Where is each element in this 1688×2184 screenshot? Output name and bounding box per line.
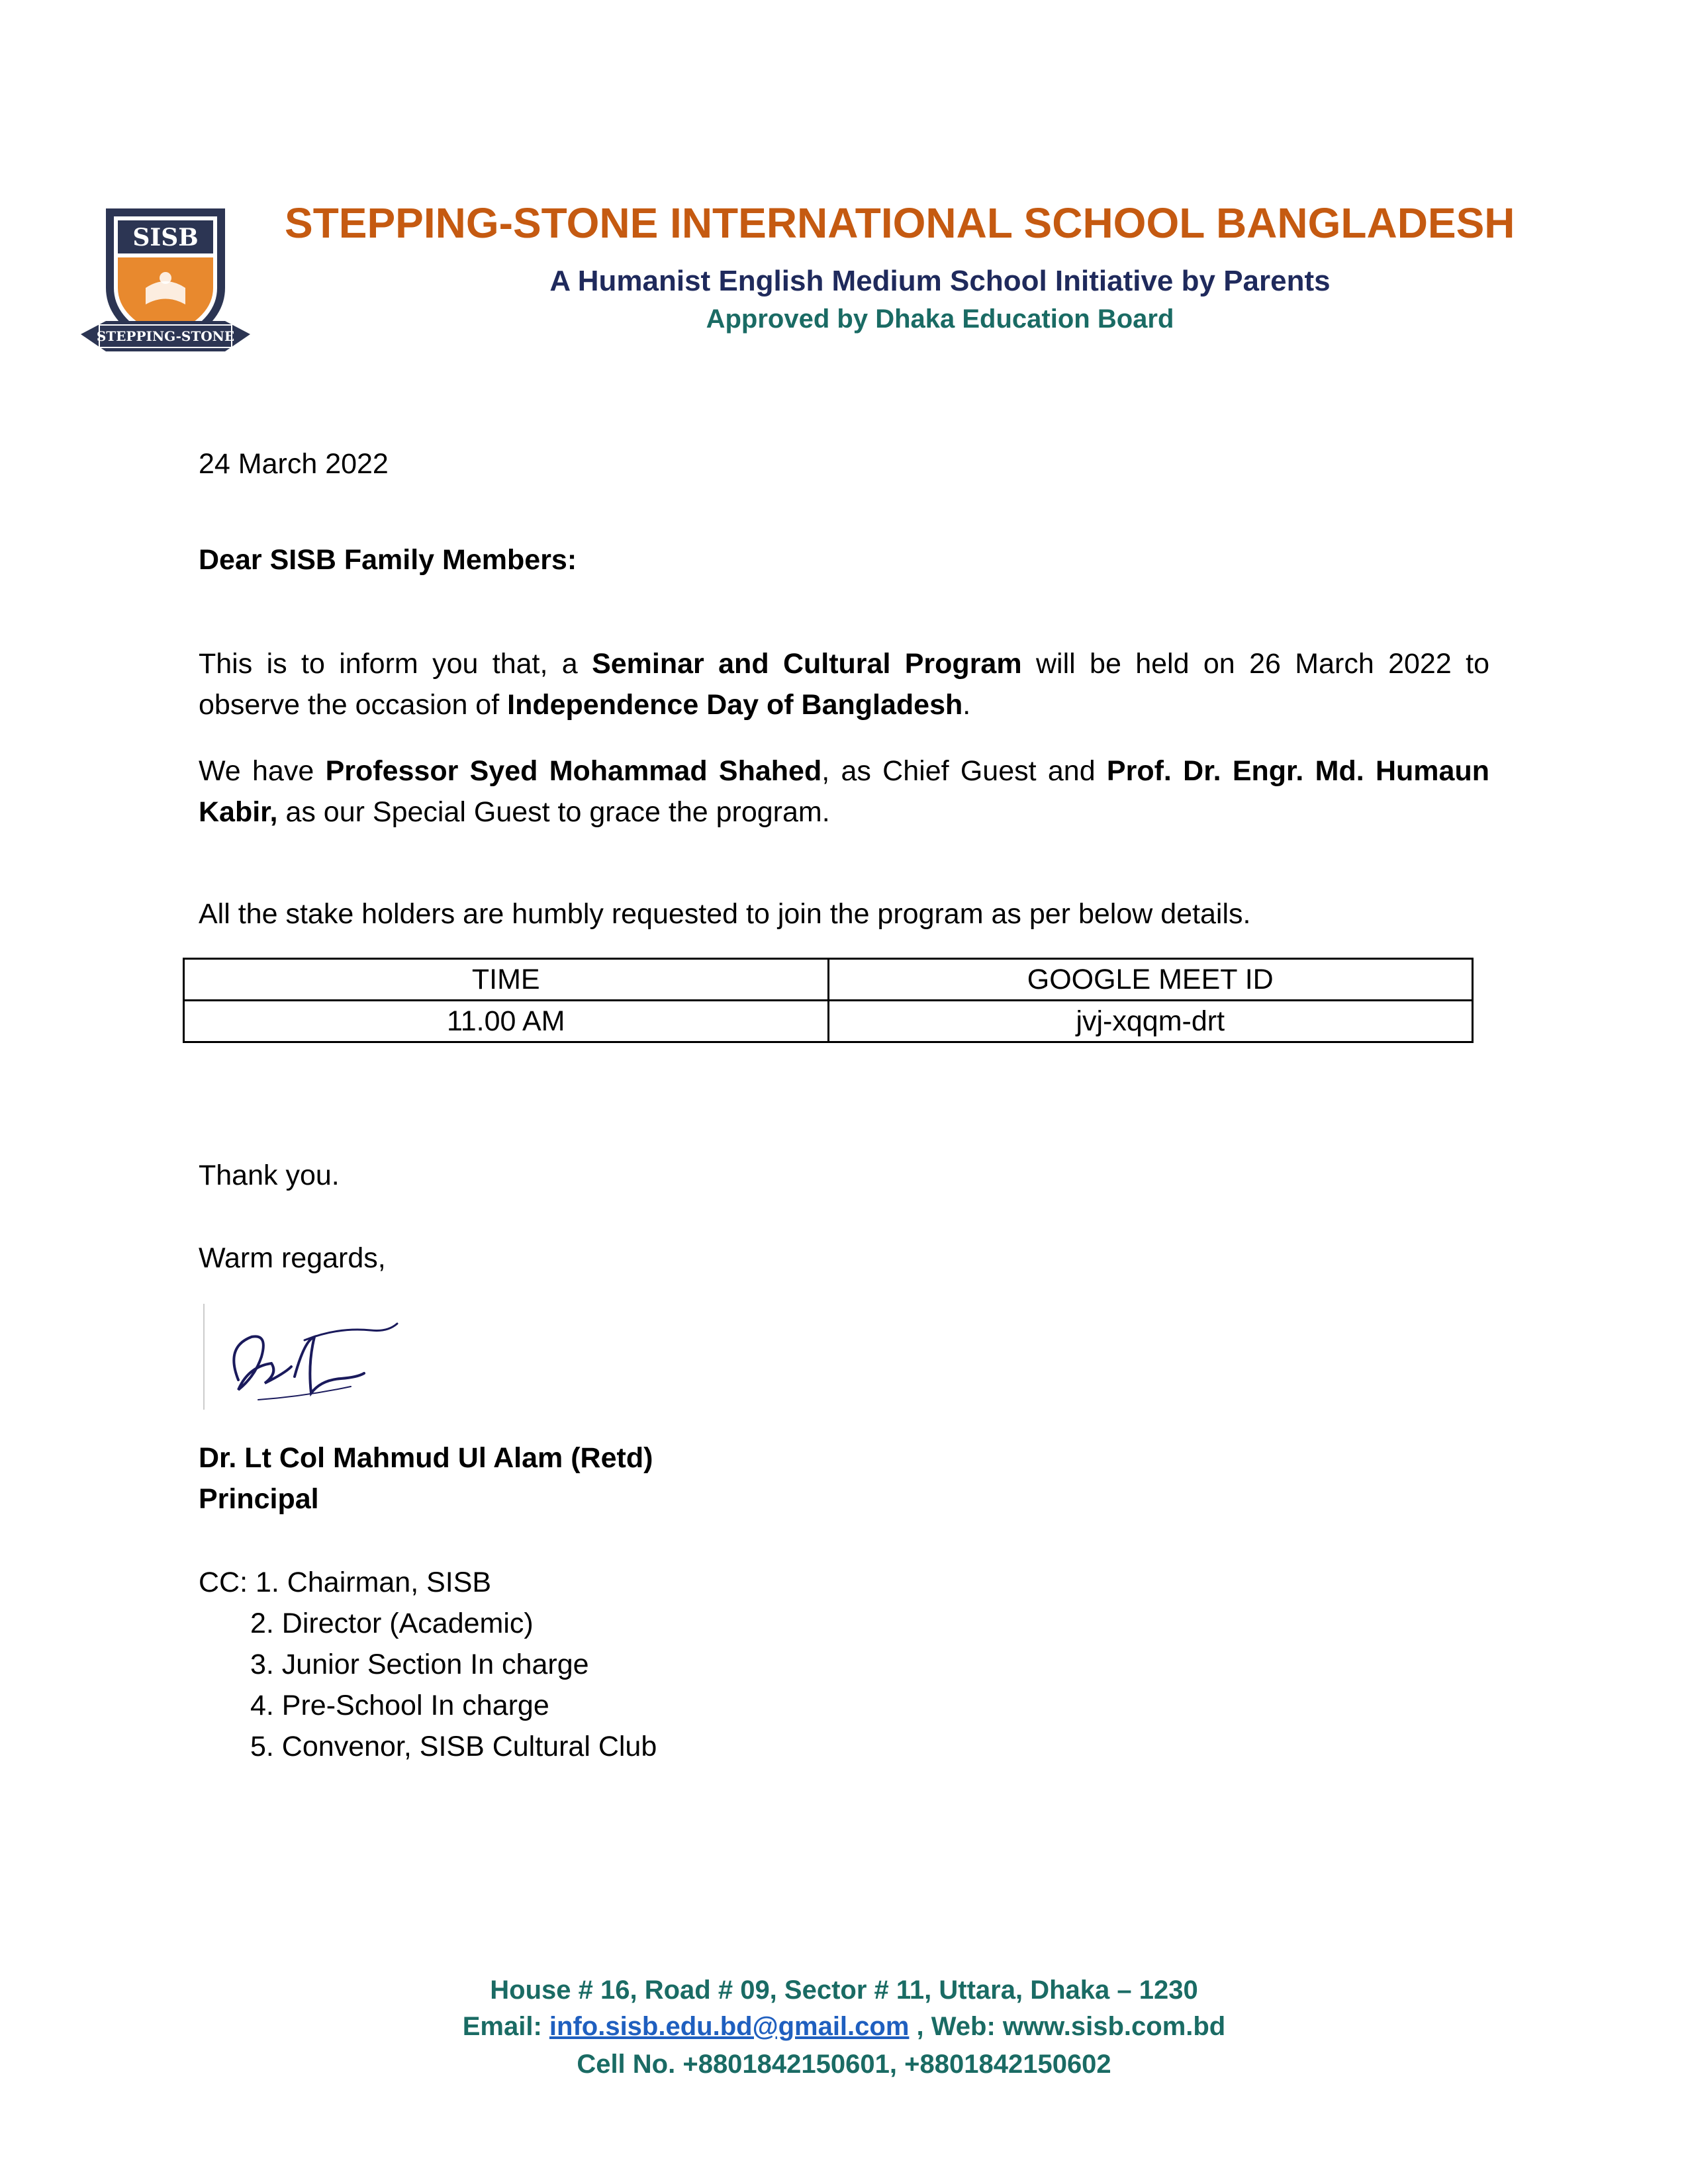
- footer-contact: Email: info.sisb.edu.bd@gmail.com , Web: www.sisb.com.bd: [462, 2012, 1226, 2041]
- footer-address: House # 16, Road # 09, Sector # 11, Uttara, Dhaka – 1230: [490, 1976, 1198, 2005]
- school-tagline: A Humanist English Medium School Initiative by Parents: [549, 265, 1331, 297]
- program-details-table: [183, 958, 1474, 1043]
- signature-image: [199, 1300, 417, 1413]
- paragraph-2-line-1: We have Professor Syed Mohammad Shahed, as Chief Guest and Prof. Dr. Engr. Md. Humaun: [199, 755, 1489, 787]
- cc-line-4: 4. Pre-School In charge: [250, 1690, 549, 1721]
- cc-line-3: 3. Junior Section In charge: [250, 1649, 589, 1680]
- paragraph-2-line-2: Kabir, as our Special Guest to grace the program.: [199, 796, 830, 828]
- table-row: [184, 1001, 1473, 1042]
- table-header-row: [184, 959, 1473, 1001]
- cell-meet-id: jvj-xqqm-drt: [828, 1001, 1473, 1042]
- approval-line: Approved by Dhaka Education Board: [706, 304, 1174, 334]
- email-link[interactable]: info.sisb.edu.bd@gmail.com: [549, 2012, 910, 2041]
- header-time: TIME: [184, 959, 829, 1001]
- cc-line-1: CC: 1. Chairman, SISB: [199, 1567, 492, 1598]
- signer-name: Dr. Lt Col Mahmud Ul Alam (Retd): [199, 1442, 653, 1474]
- letter-date: 24 March 2022: [199, 448, 389, 480]
- paragraph-1-line-2: observe the occasion of Independence Day of Bangladesh.: [199, 689, 971, 721]
- closing-line: Warm regards,: [199, 1242, 386, 1274]
- logo-text: SISB: [132, 224, 199, 251]
- signer-title: Principal: [199, 1483, 319, 1515]
- footer-cell: Cell No. +8801842150601, +8801842150602: [577, 2050, 1111, 2079]
- salutation: Dear SISB Family Members:: [199, 544, 577, 576]
- logo-banner-text: STEPPING-STONE: [96, 328, 235, 344]
- paragraph-3: All the stake holders are humbly requested to join the program as per below details.: [199, 898, 1251, 930]
- school-name: STEPPING-STONE INTERNATIONAL SCHOOL BANGLADESH: [285, 199, 1515, 247]
- cc-line-2: 2. Director (Academic): [250, 1608, 534, 1639]
- cc-line-5: 5. Convenor, SISB Cultural Club: [250, 1731, 657, 1762]
- paragraph-1-line-1: This is to inform you that, a Seminar and Cultural Program will be held on 26 March 2022 to: [199, 648, 1489, 680]
- header-meet-id: GOOGLE MEET ID: [828, 959, 1473, 1001]
- cell-time: 11.00 AM: [184, 1001, 829, 1042]
- thanks-line: Thank you.: [199, 1160, 340, 1191]
